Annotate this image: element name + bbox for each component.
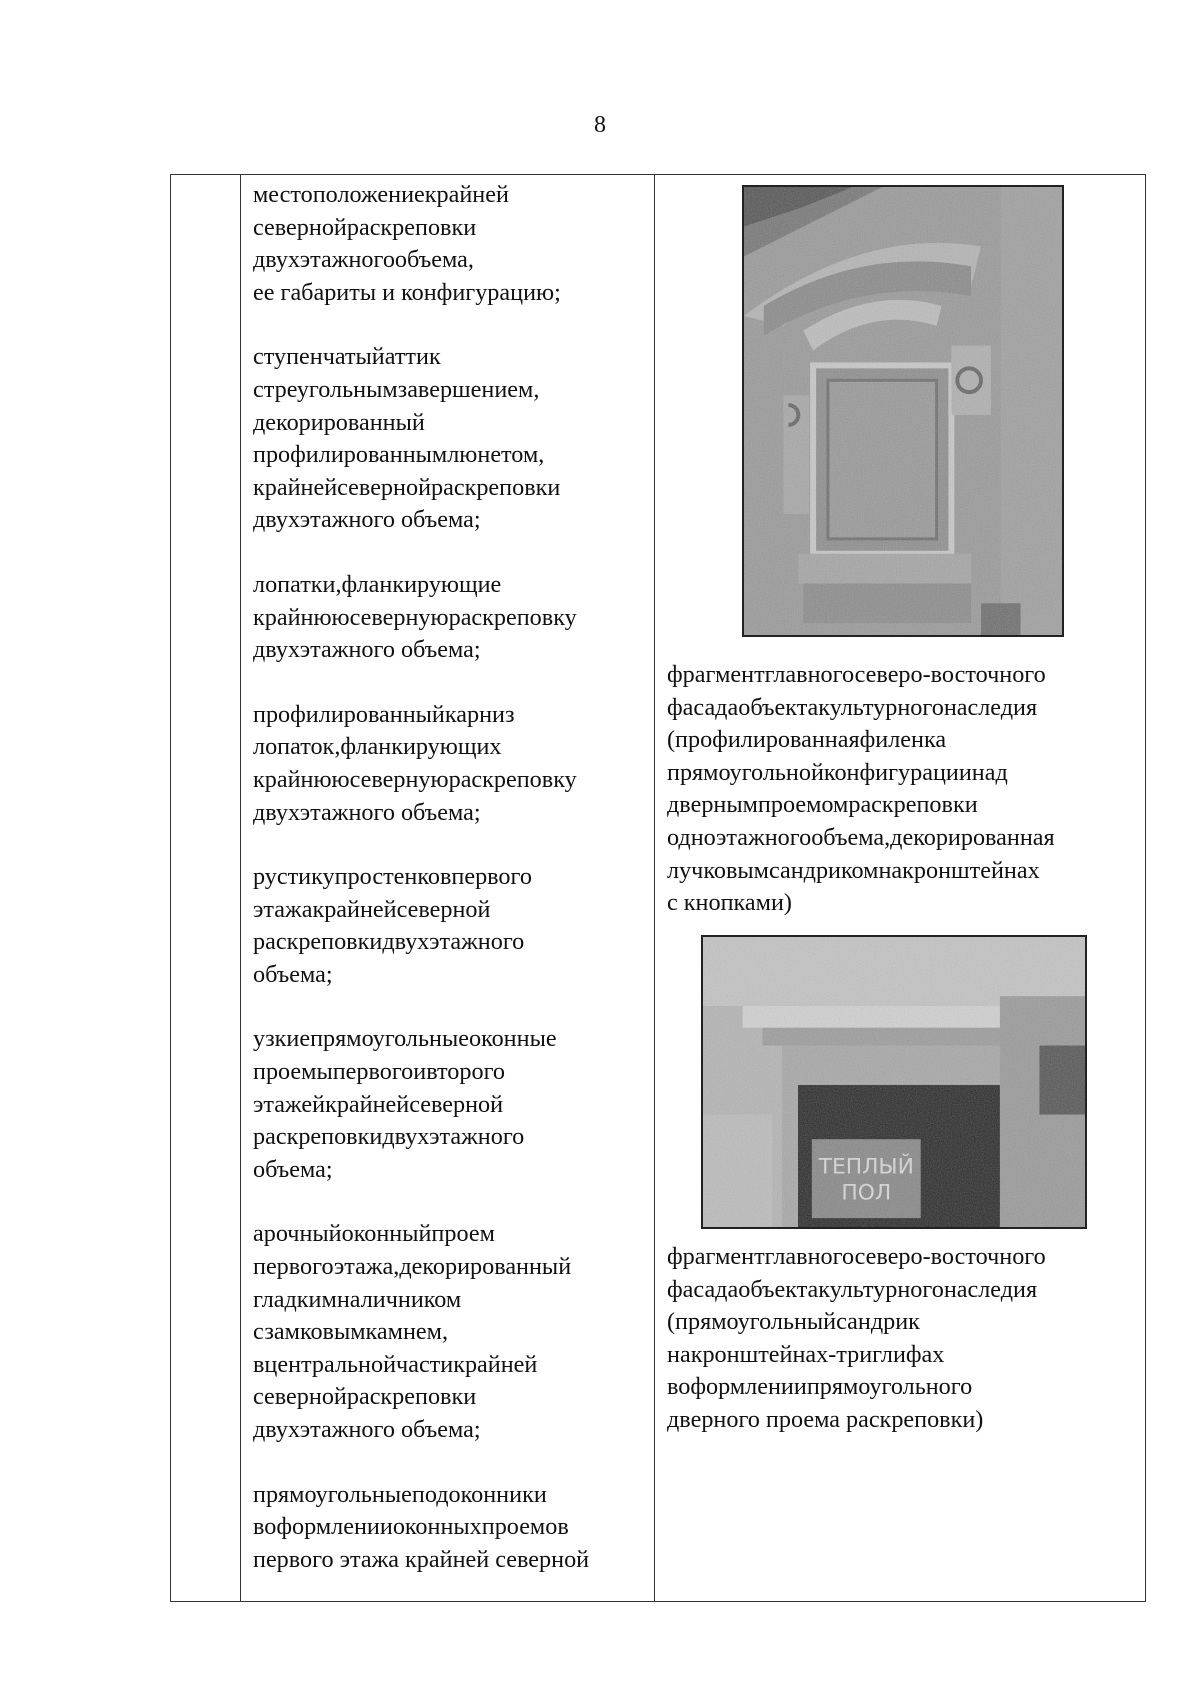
facade-photo-2 — [701, 935, 1087, 1229]
text-line: воформлениипрямоугольного — [667, 1373, 973, 1401]
feature-item — [253, 1218, 647, 1446]
content-table — [170, 174, 1146, 1602]
features-column — [253, 179, 647, 1608]
text-line: стреугольнымзавершением, — [253, 375, 540, 403]
feature-item — [253, 179, 647, 309]
text-line: двухэтажного объема; — [253, 506, 481, 534]
text-line: местоположениекрайней — [253, 181, 509, 208]
text-line: двухэтажного объема; — [253, 1416, 481, 1443]
text-line: узкиепрямоугольныеоконные — [253, 1025, 557, 1053]
text-line: раскреповкидвухэтажного — [253, 928, 525, 956]
text-line: (профилированнаяфиленка — [667, 726, 947, 754]
text-line: фрагментглавногосеверо-восточного — [667, 1243, 1046, 1270]
text-line: дверного проема раскреповки) — [667, 1405, 984, 1433]
text-line: лучковымсандрикомнакронштейнах — [667, 856, 1040, 884]
page-number: 8 — [594, 112, 606, 138]
text-line: двухэтажного объема; — [253, 636, 481, 664]
feature-item — [253, 1023, 647, 1186]
facade-photo-1 — [742, 185, 1064, 637]
text-line: этажейкрайнейсеверной — [253, 1090, 504, 1118]
text-line: фасадаобъектакультурногонаследия — [667, 1275, 1038, 1303]
text-line: профилированныйкарниз — [253, 700, 515, 728]
text-line: прямоугольнойконфигурациинад — [667, 758, 1008, 786]
feature-item — [253, 861, 647, 991]
text-line: крайнююсевернуюраскреповку — [253, 603, 577, 631]
text-line: первогоэтажа,декорированный — [253, 1253, 572, 1281]
text-line: декорированный — [253, 408, 425, 436]
text-line: объема; — [253, 1155, 333, 1183]
text-line: двухэтажногообъема, — [253, 246, 474, 274]
text-line: (прямоугольныйсандрик — [667, 1308, 920, 1336]
text-line: раскреповкидвухэтажного — [253, 1123, 525, 1151]
text-line: севернойраскреповки — [253, 1383, 477, 1411]
text-line: севернойраскреповки — [253, 213, 477, 241]
feature-item — [253, 341, 647, 537]
feature-item — [253, 699, 647, 829]
text-line: двернымпроемомраскреповки — [667, 791, 978, 819]
column-divider — [654, 175, 655, 1601]
feature-item — [253, 1479, 647, 1577]
text-line: проемыпервогоивторого — [253, 1058, 505, 1086]
text-line: фрагментглавногосеверо-восточного — [667, 661, 1046, 688]
photo-caption-1 — [667, 659, 1135, 920]
text-line: прямоугольныеподоконники — [253, 1480, 547, 1508]
column-divider — [240, 175, 241, 1601]
text-line: гладкимналичником — [253, 1285, 462, 1313]
text-line: арочныйоконныйпроем — [253, 1220, 495, 1248]
text-line: сзамковымкамнем, — [253, 1318, 449, 1346]
feature-item — [253, 569, 647, 667]
text-line: крайнююсевернуюраскреповку — [253, 765, 577, 793]
text-line: лопатки,фланкирующие — [253, 570, 502, 598]
text-line: с кнопками) — [667, 889, 792, 917]
text-line: накронштейнах-триглифах — [667, 1340, 945, 1368]
text-line: крайнейсевернойраскреповки — [253, 473, 561, 501]
text-line: двухэтажного объема; — [253, 798, 481, 826]
text-line: лопаток,фланкирующих — [253, 733, 502, 761]
text-line: профилированнымлюнетом, — [253, 441, 545, 469]
text-line: одноэтажногообъема,декорированная — [667, 823, 1055, 851]
text-line: воформленииоконныхпроемов — [253, 1513, 569, 1541]
text-line: первого этажа крайней северной — [253, 1545, 590, 1573]
photo-caption-2 — [667, 1241, 1135, 1437]
text-line: объема; — [253, 960, 333, 988]
text-line: ее габариты и конфигурацию; — [253, 278, 561, 306]
text-line: вцентральнойчастикрайней — [253, 1350, 538, 1378]
text-line: ступенчатыйаттик — [253, 343, 441, 371]
text-line: фасадаобъектакультурногонаследия — [667, 693, 1038, 721]
text-line: рустикупростенковпервого — [253, 863, 532, 891]
text-line: этажакрайнейсеверной — [253, 895, 491, 923]
